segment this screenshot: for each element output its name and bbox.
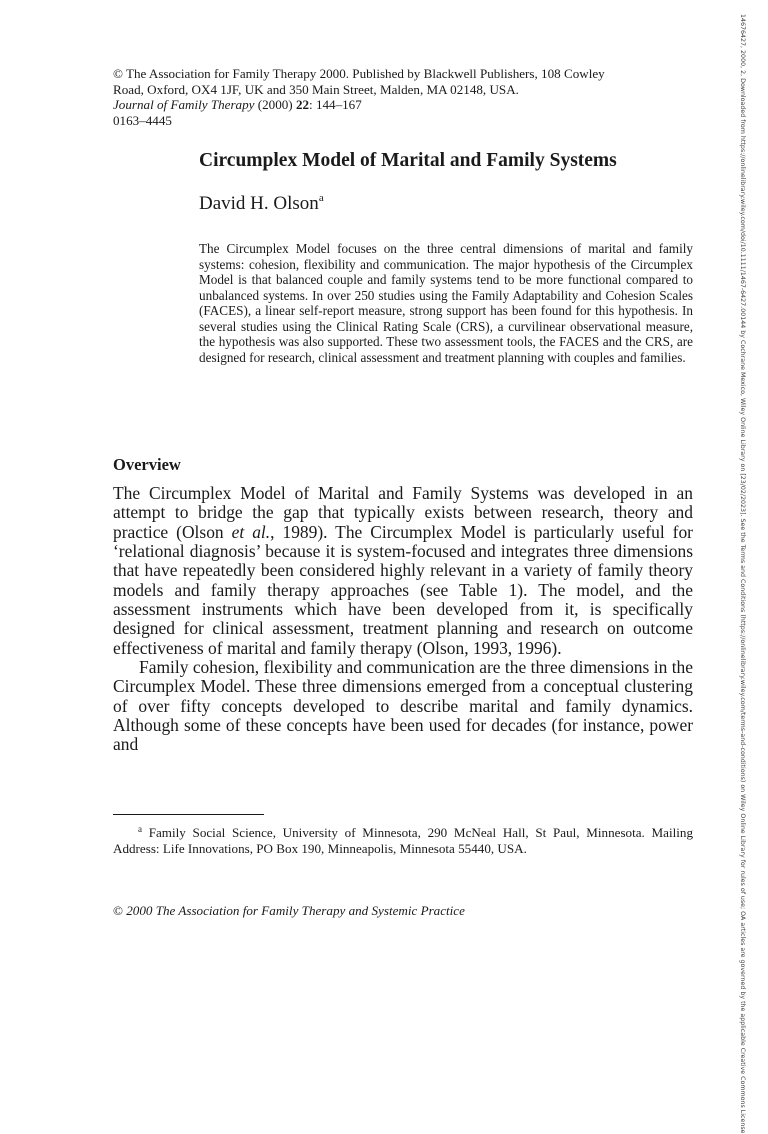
download-notice-strip [731, 14, 753, 1134]
copyright-symbol: © [113, 903, 123, 918]
footnote-text: Family Social Science, University of Minnesota, 290 McNeal Hall, St Paul, Minnesota. Mailing Address: Life Innovations, PO Box 190, Minneapolis, Minnesota 55440, USA. [113, 825, 693, 857]
publisher-address-line: Road, Oxford, OX4 1JF, UK and 350 Main Street, Malden, MA 02148, USA. [113, 81, 519, 97]
publisher-line: © The Association for Family Therapy 2000. Published by Blackwell Publishers, 108 Cowley [113, 66, 605, 81]
copyright-text: 2000 The Association for Family Therapy and Systemic Practice [122, 903, 465, 918]
publication-header [113, 66, 703, 128]
journal-year: (2000) [254, 97, 296, 113]
overview-body [113, 484, 693, 755]
journal-citation [113, 97, 703, 113]
footnote-mark: a [138, 824, 142, 834]
copyright-footer [113, 903, 465, 919]
citation-et-al: et al. [231, 521, 271, 542]
overview-paragraph-1: The Circumplex Model of Marital and Family Systems was developed in an attempt to bridge the gap that typically exists between research, theory and practice (Olson et al., 1989). The Circumplex Model is particularly useful for ‘relational diagnosis’ because it is system-focused and integrates three dimensions that have repeatedly been considered highly relevant in a variety of family theory models and family therapy approaches (see Table 1). The model, and the assessment instruments which have been developed from it, is specifically designed for clinical assessment, treatment planning and research on outcome effectiveness of marital and family therapy (Olson, 1993, 1996). [113, 483, 693, 658]
author-footnote [113, 825, 693, 858]
journal-volume: 22 [295, 97, 310, 113]
journal-pages: : 144–167 [309, 97, 362, 113]
article-title: Circumplex Model of Marital and Family Systems [199, 150, 617, 171]
author-name: David H. Olson [199, 193, 319, 214]
section-heading-overview: Overview [113, 455, 181, 474]
issn: 0163–4445 [113, 112, 172, 128]
download-notice-text[interactable]: 14676427, 2000, 2, Downloaded from https://onlinelibrary.wiley.com/doi/10.1111/1467-6427.00144 by Cochrane Mexico, Wiley Online Library on [23/02/2023]. See the Terms and Conditions (https://onlinelibrary.wiley.com/terms-and-conditions) on Wiley Online Library for rules of use; OA articles are governed by the applicable Creative Commons License [739, 14, 746, 1134]
author-footnote-mark[interactable]: a [318, 192, 324, 204]
article-author [199, 193, 324, 215]
journal-name: Journal of Family Therapy [113, 97, 255, 113]
overview-paragraph-2: Family cohesion, flexibility and communication are the three dimensions in the Circumplex Model. These three dimensions emerged from a conceptual clustering of over fifty concepts developed to describe marital and family dynamics. Although some of these concepts have been used for decades (for instance, power and [113, 657, 693, 755]
footnote-rule [113, 814, 264, 815]
article-abstract: The Circumplex Model focuses on the three central dimensions of marital and family systems: cohesion, flexibility and communication. The major hypothesis of the Circumplex Model is that balanced couple and family systems tend to be more functional compared to unbalanced systems. In over 250 studies using the Family Adaptability and Cohesion Scales (FACES), a linear self-report measure, strong support has been found for this hypothesis. In several studies using the Clinical Rating Scale (CRS), a curvilinear observational measure, the hypothesis was also supported. These two assessment tools, the FACES and the CRS, are designed for research, clinical assessment and treatment planning with couples and families. [199, 241, 693, 365]
